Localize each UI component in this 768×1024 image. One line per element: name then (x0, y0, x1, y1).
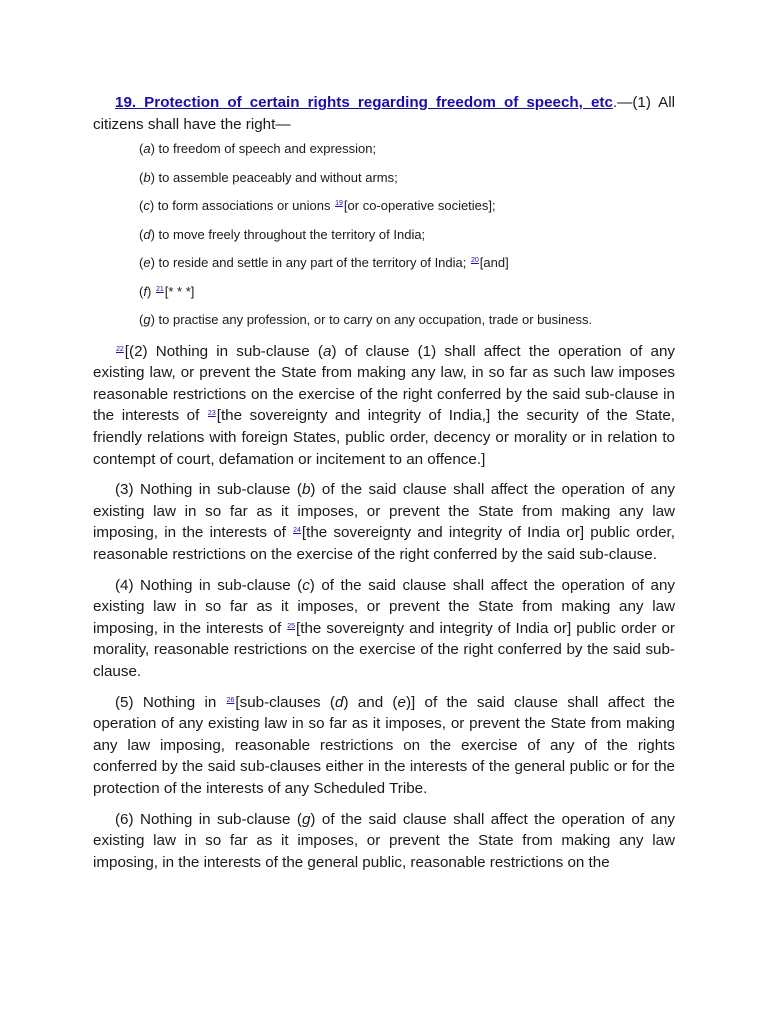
section-heading-paragraph (93, 92, 675, 135)
rights-list (139, 141, 675, 328)
clause-3-paragraph: (3) Nothing in sub-clause (b) of the said clause shall affect the operation of any existing law in so far as it imposes, or prevent the State from making any law imposing, in the interests of $^{24}$[the sovereignty and integrity of India or] public order, reasonable restrictions on the exercise of the right conferred by the said sub-clause. (93, 481, 675, 564)
section-title-link[interactable]: 19. Protection of certain rights regarding freedom of speech, etc (115, 94, 613, 111)
footnote-link[interactable]: 26 (226, 696, 235, 704)
footnote-link[interactable]: 22 (116, 345, 124, 353)
list-item: (c) to form associations or unions $^{19}$[or co-operative societies]; (139, 198, 496, 214)
list-item: (g) to practise any profession, or to carry on any occupation, trade or business. (139, 312, 593, 328)
list-item: (d) to move freely throughout the territory of India; (139, 226, 426, 242)
clause-2-paragraph: $^{22}$[(2) Nothing in sub-clause (a) of clause (1) shall affect the operation of any existing law, or prevent the State from making any law, in so far as such law imposes reasonable restrictions on the exercise of the right conferred by the said sub-clause in the interests of $^{23}$[the sovereignty and integrity of India,] the security of the State, friendly relations with foreign States, public order, decency or morality or in relation to contempt of court, defamation or incitement to an offence.] (93, 342, 675, 468)
footnote-link[interactable]: 24 (293, 527, 301, 535)
footnote-link[interactable]: 25 (287, 622, 296, 630)
section-intro-text: .—(1) All citizens shall have the right— (93, 94, 675, 133)
footnote-link[interactable]: 21 (155, 285, 164, 293)
clause-5-paragraph: (5) Nothing in $^{26}$[sub-clauses (d) and (e)] of the said clause shall affect the operation of any existing law in so far as it imposes, or prevent the State from making any law imposing, reasonable restrictions on the exercise of any of the rights conferred by the said sub-clauses either in the interests of the general public or for the protection of the interests of any Scheduled Tribe. (93, 693, 675, 797)
clause-6-paragraph: (6) Nothing in sub-clause (g) of the said clause shall affect the operation of any existing law in so far as it imposes, or prevent the State from making any law imposing, in the interests of the general public, reasonable restrictions on the (93, 810, 675, 871)
list-item: (b) to assemble peaceably and without arms; (139, 169, 398, 185)
clause-4-paragraph: (4) Nothing in sub-clause (c) of the said clause shall affect the operation of any existing law in so far as it imposes, or prevent the State from making any law imposing, in the interests of $^{25}$[the sovereignty and integrity of India or] public order or morality, reasonable restrictions on the exercise of the right conferred by the said sub-clause. (93, 576, 675, 680)
document-page (93, 92, 675, 882)
footnote-link[interactable]: 23 (207, 410, 216, 418)
footnote-link[interactable]: 20 (470, 257, 479, 265)
footnote-link[interactable]: 19 (335, 200, 343, 208)
list-item: (e) to reside and settle in any part of the territory of India; $^{20}$[and] (139, 255, 509, 271)
list-item: (f) $^{21}$[* * *] (139, 283, 195, 299)
list-item: (a) to freedom of speech and expression; (139, 141, 377, 157)
